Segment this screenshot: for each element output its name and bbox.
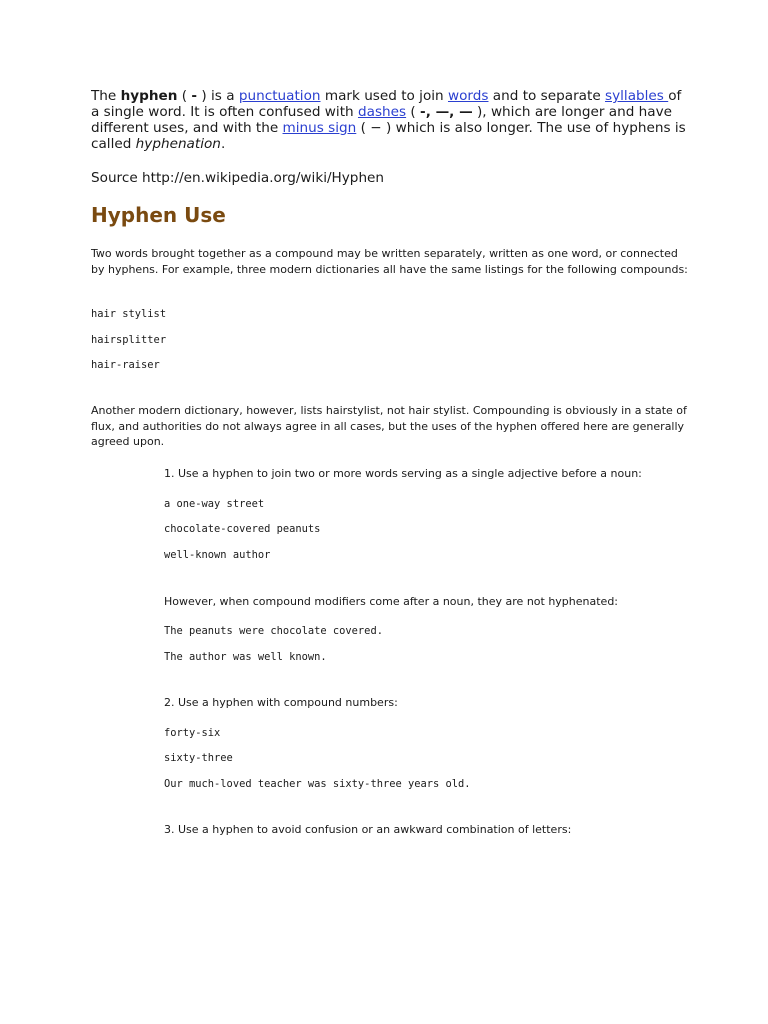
- rule-3-text: 3. Use a hyphen to avoid confusion or an awkward combination of letters:: [164, 823, 572, 836]
- rule-2-example: sixty-three: [164, 752, 233, 764]
- compound-example: hairsplitter: [91, 334, 167, 346]
- intro-text: (: [406, 104, 421, 120]
- rule-1-text: 1. Use a hyphen to join two or more words serving as a single adjective before a noun:: [164, 467, 642, 480]
- rule-2-example: forty-six: [164, 727, 221, 739]
- source-line: Source http://en.wikipedia.org/wiki/Hyphen: [91, 170, 385, 186]
- intro-text: .: [220, 136, 226, 152]
- intro-text: of a single word. It is often confused with: [91, 88, 682, 120]
- rule-1-after-example: The peanuts were chocolate covered.: [164, 625, 383, 637]
- intro-text: mark used to join: [320, 88, 448, 104]
- intro-text: and to separate: [488, 88, 606, 104]
- link-minus-sign[interactable]: minus sign: [282, 120, 357, 136]
- rule-1-example: chocolate-covered peanuts: [164, 523, 321, 535]
- dash-glyphs: -, —, —: [420, 104, 473, 120]
- intro-paragraph: [91, 88, 691, 152]
- rule-1-after-example: The author was well known.: [164, 651, 327, 663]
- hyphenation-term: hyphenation: [135, 136, 221, 152]
- rule-1-example: a one-way street: [164, 498, 265, 510]
- compound-paragraph: Two words brought together as a compound may be written separately, written as one word, or connected by hyphens. For example, three modern dictionaries all have the same listings for the following compounds:: [91, 247, 688, 276]
- intro-text: ( − ) which is also longer. The use of hyphens is called: [91, 120, 686, 152]
- section-heading: Hyphen Use: [91, 203, 226, 227]
- intro-text: ), which are longer and have different uses, and with the: [91, 104, 673, 136]
- compound-example: hair-raiser: [91, 359, 160, 371]
- rule-2-text: 2. Use a hyphen with compound numbers:: [164, 696, 398, 709]
- link-words[interactable]: words: [447, 88, 489, 104]
- dictionary-paragraph: Another modern dictionary, however, lists hairstylist, not hair stylist. Compounding is obviously in a state of flux, and authorities do not always agree in all cases, but the uses of the hyphen offered here are generally agreed upon.: [91, 404, 687, 448]
- rule-2-example: Our much-loved teacher was sixty-three years old.: [164, 778, 471, 790]
- rule-1-example: well-known author: [164, 549, 271, 561]
- link-dashes[interactable]: dashes: [357, 104, 407, 120]
- hyphen-term: hyphen: [120, 88, 178, 104]
- intro-text: (: [177, 88, 192, 104]
- hyphen-glyph: -: [191, 88, 198, 104]
- compound-example: hair stylist: [91, 308, 167, 320]
- link-punctuation[interactable]: punctuation: [238, 88, 321, 104]
- intro-text: The: [91, 88, 121, 104]
- rule-1-however: However, when compound modifiers come after a noun, they are not hyphenated:: [164, 595, 619, 608]
- link-syllables[interactable]: syllables: [605, 88, 669, 104]
- intro-text: ) is a: [197, 88, 239, 104]
